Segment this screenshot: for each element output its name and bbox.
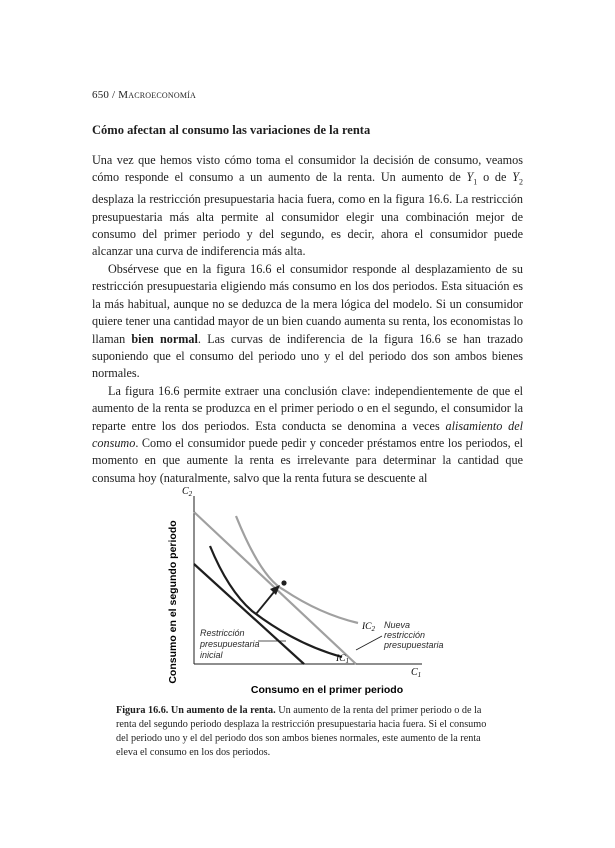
term-alisamiento: alisamiento del consumo bbox=[92, 418, 523, 450]
new-constraint-pointer bbox=[356, 636, 382, 650]
y-axis-symbol: $C_2$ bbox=[182, 486, 193, 498]
new-constraint-label: Nueva restricción presupuestaria bbox=[384, 620, 444, 650]
x-axis-title: Consumo en el primer periodo bbox=[250, 684, 404, 696]
shift-arrow bbox=[256, 592, 274, 614]
book-title: Macroeconomía bbox=[118, 89, 196, 101]
old-budget-constraint bbox=[194, 564, 304, 664]
new-optimum-point bbox=[281, 580, 286, 585]
paragraph-1: Una vez que hemos visto cómo toma el consumidor la decisión de consumo, veamos cómo responde el consumo a un aumento de la renta. Un aumento de $Y_1$ o de $Y_2$ desplaza la restricción presupuestaria hacia fuera, como en la figura 16.6. La restricción presupuestaria más alta permite al consumidor elegir una combinación mejor de consumo del primer periodo y del segundo, es decir, ahora el consumidor puede alcanzar una curva de indiferencia más alta. bbox=[92, 153, 523, 259]
paragraph-3-text-a: La figura 16.6 permite extraer una conclusión clave: independientemente de que el aumento de la renta se produzca en el primer periodo o en el segundo, el consumidor la reparte entre los dos periodos. Esta conducta se denomina a veces bbox=[92, 383, 523, 433]
body-text bbox=[92, 152, 523, 487]
paragraph-2-text-a: Obsérvese que en la figura 16.6 el consumidor responde al desplazamiento de su restricción presupuestaria eligiendo más consumo en los dos periodos. Esta situación es la más habitual, aunque no se deduzca de la mera lógica del modelo. Si un consumidor quiere tener una cantidad mayor de un bien cuando aumenta su renta, los economistas lo llaman bbox=[92, 261, 523, 346]
ic1-label: $IC_1$ bbox=[336, 654, 349, 665]
caption-label: Figura 16.6. Un aumento de la renta. bbox=[116, 705, 276, 716]
ic2-label: $IC_2$ bbox=[362, 622, 375, 633]
running-header bbox=[92, 89, 196, 101]
figure-caption bbox=[116, 704, 494, 760]
budget-constraint-diagram bbox=[160, 478, 444, 696]
caption-text: Un aumento de la renta del primer periodo o de la renta del segundo periodo desplaza la restricción presupuestaria hacia fuera. Si el consumo del periodo uno y el del periodo dos son ambos bienes normales, este aumento de la renta eleva el consumo en los dos periodos. bbox=[116, 705, 487, 758]
y-axis-title: Consumo en el segundo periodo bbox=[167, 520, 179, 684]
figure-16-6 bbox=[160, 478, 444, 696]
x-axis-symbol: $C_1$ bbox=[411, 667, 422, 679]
paragraph-2-text-b: . Las curvas de indiferencia de la figura 16.6 se han trazado suponiendo que el consumo del periodo uno y el del periodo dos son ambos bienes normales. bbox=[92, 331, 523, 381]
paragraph-2 bbox=[92, 261, 523, 383]
page-number: 650 bbox=[92, 89, 110, 101]
paragraph-3 bbox=[92, 383, 523, 487]
section-heading: Cómo afectan al consumo las variaciones de la renta bbox=[92, 123, 371, 137]
old-constraint-label: Restricción presupuestaria inicial bbox=[200, 628, 260, 660]
header-separator: / bbox=[109, 89, 119, 101]
paragraph-3-text-b: . Como el consumidor puede pedir y conceder préstamos entre los periodos, el momento en que aumente la renta es irrelevante para determinar la cantidad que consuma hoy (naturalmente, salvo que la renta futura se descuente al bbox=[92, 435, 523, 485]
term-bien-normal: bien normal bbox=[131, 331, 198, 346]
